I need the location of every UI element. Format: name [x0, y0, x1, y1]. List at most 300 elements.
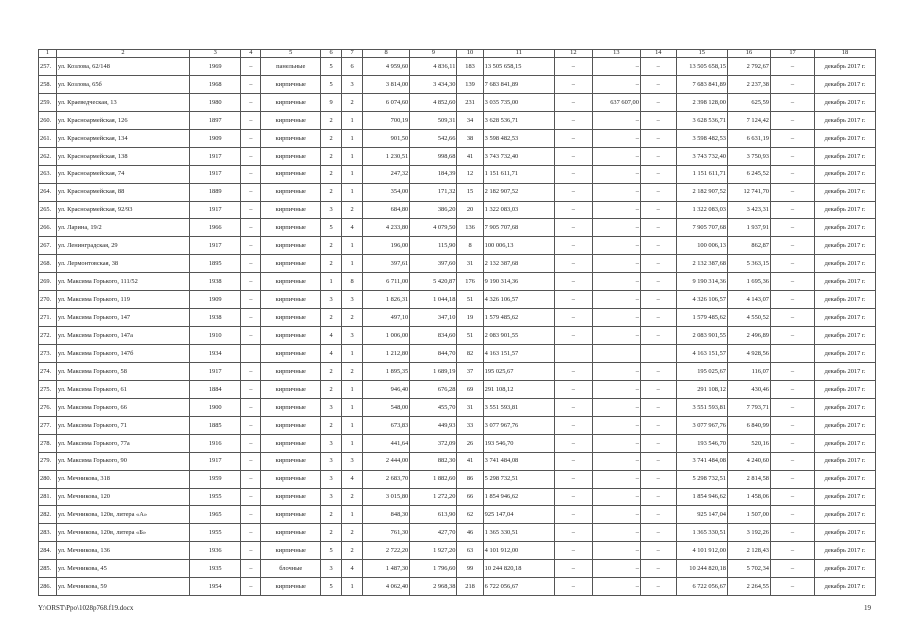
page-number: 19	[864, 604, 871, 612]
total-area-cell: 3 015,80	[363, 488, 410, 506]
col12-cell: –	[554, 470, 592, 488]
period-cell: декабрь 2017 г.	[815, 345, 876, 363]
table-row	[39, 470, 876, 488]
col12-cell: –	[554, 237, 592, 255]
address-cell: ул. Максима Горького, 66	[56, 398, 189, 416]
residents-cell: 176	[457, 273, 483, 291]
year-cell: 1954	[190, 578, 241, 596]
column-number: 2	[56, 50, 189, 58]
year-cell: 1980	[190, 93, 241, 111]
total-area-cell: 6 711,00	[363, 273, 410, 291]
table-row	[39, 398, 876, 416]
col17-cell: –	[771, 237, 815, 255]
material-cell: кирпичные	[261, 291, 321, 309]
col13-cell: –	[592, 237, 640, 255]
entrances-cell: 1	[342, 111, 363, 129]
address-cell: ул. Мечникова, 59	[56, 578, 189, 596]
total-area-cell: 2 444,00	[363, 452, 410, 470]
col17-cell: –	[771, 524, 815, 542]
col17-cell: –	[771, 75, 815, 93]
col16-cell: 7 793,71	[728, 398, 771, 416]
residents-cell: 82	[457, 345, 483, 363]
col4-cell: –	[241, 506, 261, 524]
residents-cell: 139	[457, 75, 483, 93]
material-cell: кирпичные	[261, 398, 321, 416]
material-cell: кирпичные	[261, 183, 321, 201]
period-cell: декабрь 2017 г.	[815, 362, 876, 380]
residents-cell: 62	[457, 506, 483, 524]
col14-cell: –	[640, 470, 676, 488]
total-cost-cell: 925 147,04	[483, 506, 554, 524]
residents-cell: 20	[457, 201, 483, 219]
table-row	[39, 111, 876, 129]
col15-cell: 10 244 820,18	[676, 560, 727, 578]
material-cell: кирпичные	[261, 273, 321, 291]
table-row	[39, 327, 876, 345]
year-cell: 1955	[190, 488, 241, 506]
address-cell: ул. Максима Горького, 58	[56, 362, 189, 380]
col15-cell: 5 298 732,51	[676, 470, 727, 488]
col15-cell: 3 628 536,71	[676, 111, 727, 129]
floors-cell: 3	[321, 470, 342, 488]
address-cell: ул. Мечникова, 120в, литера «Б»	[56, 524, 189, 542]
entrances-cell: 1	[342, 147, 363, 165]
col15-cell: 2 398 128,00	[676, 93, 727, 111]
year-cell: 1909	[190, 129, 241, 147]
residents-cell: 41	[457, 452, 483, 470]
col14-cell: –	[640, 327, 676, 345]
address-cell: ул. Максима Горького, 77а	[56, 434, 189, 452]
col15-cell: 2 182 907,52	[676, 183, 727, 201]
col17-cell: –	[771, 147, 815, 165]
address-cell: ул. Красноармейская, 74	[56, 165, 189, 183]
total-area-cell: 441,64	[363, 434, 410, 452]
period-cell: декабрь 2017 г.	[815, 75, 876, 93]
col4-cell: –	[241, 542, 261, 560]
table-row	[39, 506, 876, 524]
col4-cell: –	[241, 434, 261, 452]
col14-cell: –	[640, 291, 676, 309]
period-cell: декабрь 2017 г.	[815, 183, 876, 201]
address-cell: ул. Мечникова, 45	[56, 560, 189, 578]
residents-cell: 86	[457, 470, 483, 488]
col14-cell: –	[640, 255, 676, 273]
col13-cell: –	[592, 291, 640, 309]
total-area-cell: 196,00	[363, 237, 410, 255]
col14-cell: –	[640, 524, 676, 542]
address-cell: ул. Красноармейская, 88	[56, 183, 189, 201]
total-area-cell: 397,61	[363, 255, 410, 273]
entrances-cell: 2	[342, 201, 363, 219]
col12-cell: –	[554, 434, 592, 452]
col17-cell: –	[771, 398, 815, 416]
residents-cell: 34	[457, 111, 483, 129]
col15-cell: 1 365 330,51	[676, 524, 727, 542]
col15-cell: 1 579 485,62	[676, 309, 727, 327]
address-cell: ул. Максима Горького, 90	[56, 452, 189, 470]
residents-cell: 69	[457, 380, 483, 398]
material-cell: кирпичные	[261, 506, 321, 524]
total-cost-cell: 1 365 330,51	[483, 524, 554, 542]
period-cell: декабрь 2017 г.	[815, 380, 876, 398]
table-row	[39, 345, 876, 363]
entrances-cell: 2	[342, 93, 363, 111]
column-number: 14	[640, 50, 676, 58]
period-cell: декабрь 2017 г.	[815, 291, 876, 309]
col14-cell: –	[640, 273, 676, 291]
col13-cell: –	[592, 488, 640, 506]
col15-cell: 7 905 707,68	[676, 219, 727, 237]
floors-cell: 2	[321, 362, 342, 380]
col4-cell: –	[241, 524, 261, 542]
period-cell: декабрь 2017 г.	[815, 273, 876, 291]
entrances-cell: 2	[342, 542, 363, 560]
col16-cell: 5 702,34	[728, 560, 771, 578]
col13-cell: –	[592, 416, 640, 434]
floors-cell: 5	[321, 75, 342, 93]
living-area-cell: 4 079,50	[410, 219, 457, 237]
living-area-cell: 1 272,20	[410, 488, 457, 506]
period-cell: декабрь 2017 г.	[815, 542, 876, 560]
table-row	[39, 524, 876, 542]
residents-cell: 38	[457, 129, 483, 147]
col12-cell: –	[554, 488, 592, 506]
col13-cell: –	[592, 165, 640, 183]
total-area-cell: 4 233,80	[363, 219, 410, 237]
year-cell: 1938	[190, 273, 241, 291]
housing-register-table	[38, 49, 876, 596]
col16-cell: 1 507,00	[728, 506, 771, 524]
table-row	[39, 542, 876, 560]
col17-cell: –	[771, 183, 815, 201]
total-cost-cell: 193 546,70	[483, 434, 554, 452]
residents-cell: 99	[457, 560, 483, 578]
year-cell: 1916	[190, 434, 241, 452]
col14-cell: –	[640, 560, 676, 578]
row-number: 284.	[39, 542, 57, 560]
col14-cell: –	[640, 309, 676, 327]
col17-cell: –	[771, 255, 815, 273]
floors-cell: 5	[321, 219, 342, 237]
col15-cell: 3 743 732,40	[676, 147, 727, 165]
living-area-cell: 542,66	[410, 129, 457, 147]
total-cost-cell: 2 182 907,52	[483, 183, 554, 201]
col4-cell: –	[241, 75, 261, 93]
col4-cell: –	[241, 147, 261, 165]
entrances-cell: 3	[342, 327, 363, 345]
material-cell: кирпичные	[261, 165, 321, 183]
col16-cell: 4 550,52	[728, 309, 771, 327]
total-cost-cell: 291 108,12	[483, 380, 554, 398]
year-cell: 1959	[190, 470, 241, 488]
row-number: 260.	[39, 111, 57, 129]
col12-cell: –	[554, 219, 592, 237]
col12-cell: –	[554, 398, 592, 416]
living-area-cell: 5 420,87	[410, 273, 457, 291]
residents-cell: 51	[457, 327, 483, 345]
col14-cell: –	[640, 578, 676, 596]
entrances-cell: 1	[342, 255, 363, 273]
year-cell: 1934	[190, 345, 241, 363]
row-number: 264.	[39, 183, 57, 201]
col15-cell: 7 683 841,89	[676, 75, 727, 93]
col4-cell: –	[241, 578, 261, 596]
col14-cell: –	[640, 362, 676, 380]
table-row	[39, 309, 876, 327]
col12-cell: –	[554, 291, 592, 309]
col15-cell: 9 190 314,36	[676, 273, 727, 291]
material-cell: кирпичные	[261, 345, 321, 363]
col4-cell: –	[241, 93, 261, 111]
address-cell: ул. Красноармейская, 92/93	[56, 201, 189, 219]
material-cell: кирпичные	[261, 111, 321, 129]
year-cell: 1966	[190, 219, 241, 237]
col4-cell: –	[241, 273, 261, 291]
table-row	[39, 380, 876, 398]
col13-cell: –	[592, 219, 640, 237]
table-body	[39, 58, 876, 596]
floors-cell: 3	[321, 452, 342, 470]
col16-cell: 3 750,93	[728, 147, 771, 165]
row-number: 275.	[39, 380, 57, 398]
col13-cell: –	[592, 542, 640, 560]
period-cell: декабрь 2017 г.	[815, 488, 876, 506]
living-area-cell: 1 796,60	[410, 560, 457, 578]
col14-cell: –	[640, 488, 676, 506]
year-cell: 1917	[190, 165, 241, 183]
row-number: 257.	[39, 58, 57, 76]
material-cell: кирпичные	[261, 219, 321, 237]
table-row	[39, 273, 876, 291]
entrances-cell: 1	[342, 183, 363, 201]
address-cell: ул. Максима Горького, 147	[56, 309, 189, 327]
total-cost-cell: 2 132 387,68	[483, 255, 554, 273]
column-number: 17	[771, 50, 815, 58]
col12-cell: –	[554, 578, 592, 596]
floors-cell: 1	[321, 273, 342, 291]
col12-cell: –	[554, 327, 592, 345]
floors-cell: 2	[321, 309, 342, 327]
table-row	[39, 147, 876, 165]
table-row	[39, 219, 876, 237]
col17-cell: –	[771, 129, 815, 147]
col13-cell: –	[592, 524, 640, 542]
material-cell: кирпичные	[261, 309, 321, 327]
residents-cell: 19	[457, 309, 483, 327]
period-cell: декабрь 2017 г.	[815, 58, 876, 76]
col17-cell: –	[771, 434, 815, 452]
col13-cell: –	[592, 111, 640, 129]
material-cell: кирпичные	[261, 470, 321, 488]
total-cost-cell: 3 551 593,81	[483, 398, 554, 416]
column-number: 3	[190, 50, 241, 58]
col13-cell: –	[592, 434, 640, 452]
col15-cell: 195 025,67	[676, 362, 727, 380]
residents-cell: 231	[457, 93, 483, 111]
col4-cell: –	[241, 470, 261, 488]
column-number: 4	[241, 50, 261, 58]
table-row	[39, 93, 876, 111]
material-cell: кирпичные	[261, 452, 321, 470]
col4-cell: –	[241, 201, 261, 219]
total-cost-cell: 4 163 151,57	[483, 345, 554, 363]
col13-cell: –	[592, 327, 640, 345]
col13-cell: –	[592, 578, 640, 596]
period-cell: декабрь 2017 г.	[815, 255, 876, 273]
floors-cell: 2	[321, 416, 342, 434]
col17-cell: –	[771, 219, 815, 237]
address-cell: ул. Лермонтовская, 38	[56, 255, 189, 273]
period-cell: декабрь 2017 г.	[815, 309, 876, 327]
col12-cell: –	[554, 58, 592, 76]
total-cost-cell: 9 190 314,36	[483, 273, 554, 291]
col15-cell: 100 006,13	[676, 237, 727, 255]
table-row	[39, 58, 876, 76]
total-cost-cell: 4 101 912,00	[483, 542, 554, 560]
living-area-cell: 844,70	[410, 345, 457, 363]
period-cell: декабрь 2017 г.	[815, 237, 876, 255]
address-cell: ул. Максима Горького, 147б	[56, 345, 189, 363]
living-area-cell: 676,28	[410, 380, 457, 398]
total-area-cell: 4 062,40	[363, 578, 410, 596]
col17-cell: –	[771, 58, 815, 76]
row-number: 261.	[39, 129, 57, 147]
address-cell: ул. Козлова, 62/148	[56, 58, 189, 76]
living-area-cell: 2 968,38	[410, 578, 457, 596]
living-area-cell: 4 852,60	[410, 93, 457, 111]
total-area-cell: 247,32	[363, 165, 410, 183]
table-row	[39, 291, 876, 309]
table-row	[39, 237, 876, 255]
col12-cell: –	[554, 147, 592, 165]
total-cost-cell: 3 035 735,00	[483, 93, 554, 111]
living-area-cell: 1 044,18	[410, 291, 457, 309]
col17-cell: –	[771, 488, 815, 506]
col15-cell: 3 551 593,81	[676, 398, 727, 416]
col14-cell	[640, 345, 676, 363]
col16-cell: 5 363,15	[728, 255, 771, 273]
living-area-cell: 998,68	[410, 147, 457, 165]
row-number: 281.	[39, 488, 57, 506]
residents-cell: 41	[457, 147, 483, 165]
address-cell: ул. Ларина, 19/2	[56, 219, 189, 237]
year-cell: 1917	[190, 452, 241, 470]
col13-cell: –	[592, 255, 640, 273]
table-row	[39, 416, 876, 434]
floors-cell: 4	[321, 345, 342, 363]
col15-cell: 2 083 901,55	[676, 327, 727, 345]
row-number: 278.	[39, 434, 57, 452]
column-number: 5	[261, 50, 321, 58]
year-cell: 1885	[190, 416, 241, 434]
address-cell: ул. Козлова, 65б	[56, 75, 189, 93]
col4-cell: –	[241, 327, 261, 345]
col15-cell: 925 147,04	[676, 506, 727, 524]
col14-cell: –	[640, 398, 676, 416]
col17-cell: –	[771, 470, 815, 488]
address-cell: ул. Максима Горького, 119	[56, 291, 189, 309]
column-number: 6	[321, 50, 342, 58]
total-area-cell: 1 487,30	[363, 560, 410, 578]
col14-cell: –	[640, 147, 676, 165]
col12-cell: –	[554, 183, 592, 201]
period-cell: декабрь 2017 г.	[815, 111, 876, 129]
col12-cell: –	[554, 273, 592, 291]
col17-cell: –	[771, 273, 815, 291]
col13-cell: –	[592, 470, 640, 488]
col15-cell: 3 077 967,76	[676, 416, 727, 434]
address-cell: ул. Максима Горького, 71	[56, 416, 189, 434]
row-number: 285.	[39, 560, 57, 578]
floors-cell: 5	[321, 58, 342, 76]
document-path: Y:\ORST\Ppo\1028p768.f19.docx	[38, 604, 134, 612]
address-cell: ул. Мечникова, 120	[56, 488, 189, 506]
table-row	[39, 578, 876, 596]
period-cell: декабрь 2017 г.	[815, 165, 876, 183]
col17-cell: –	[771, 578, 815, 596]
period-cell: декабрь 2017 г.	[815, 506, 876, 524]
col17-cell: –	[771, 506, 815, 524]
floors-cell: 2	[321, 524, 342, 542]
col13-cell: –	[592, 147, 640, 165]
entrances-cell: 6	[342, 58, 363, 76]
col12-cell: –	[554, 362, 592, 380]
year-cell: 1938	[190, 309, 241, 327]
living-area-cell: 427,70	[410, 524, 457, 542]
floors-cell: 2	[321, 255, 342, 273]
column-number: 16	[728, 50, 771, 58]
row-number: 266.	[39, 219, 57, 237]
period-cell: декабрь 2017 г.	[815, 470, 876, 488]
total-cost-cell: 6 722 056,67	[483, 578, 554, 596]
col13-cell: –	[592, 452, 640, 470]
year-cell: 1917	[190, 201, 241, 219]
entrances-cell: 4	[342, 219, 363, 237]
col16-cell: 3 192,26	[728, 524, 771, 542]
total-area-cell: 548,00	[363, 398, 410, 416]
col14-cell: –	[640, 452, 676, 470]
total-area-cell: 946,40	[363, 380, 410, 398]
material-cell: кирпичные	[261, 434, 321, 452]
entrances-cell: 2	[342, 488, 363, 506]
entrances-cell: 1	[342, 416, 363, 434]
col14-cell: –	[640, 219, 676, 237]
floors-cell: 9	[321, 93, 342, 111]
col14-cell: –	[640, 165, 676, 183]
year-cell: 1935	[190, 560, 241, 578]
row-number: 267.	[39, 237, 57, 255]
col12-cell: –	[554, 380, 592, 398]
col17-cell: –	[771, 165, 815, 183]
year-cell: 1910	[190, 327, 241, 345]
year-cell: 1965	[190, 506, 241, 524]
col13-cell: 637 607,00	[592, 93, 640, 111]
col4-cell: –	[241, 165, 261, 183]
col4-cell: –	[241, 380, 261, 398]
col15-cell: 1 854 946,62	[676, 488, 727, 506]
col13-cell: –	[592, 183, 640, 201]
floors-cell: 5	[321, 542, 342, 560]
period-cell: декабрь 2017 г.	[815, 398, 876, 416]
entrances-cell: 4	[342, 470, 363, 488]
col15-cell: 193 546,70	[676, 434, 727, 452]
col13-cell	[592, 345, 640, 363]
col13-cell: –	[592, 201, 640, 219]
material-cell: кирпичные	[261, 380, 321, 398]
col13-cell: –	[592, 129, 640, 147]
row-number: 269.	[39, 273, 57, 291]
col17-cell: –	[771, 111, 815, 129]
